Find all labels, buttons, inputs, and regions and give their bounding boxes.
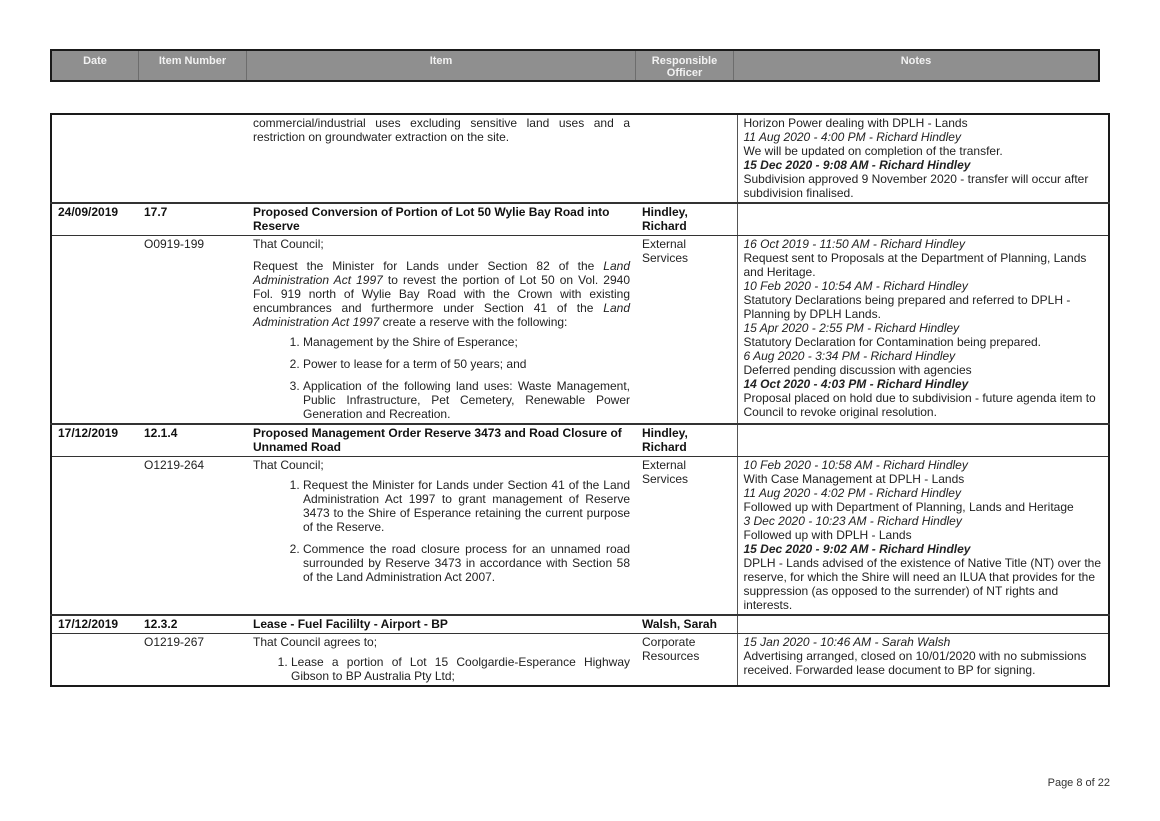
item-body — [247, 236, 636, 425]
list-item: 3. Application of the following land uses: Waste Management, Public Infrastructure, Pet Cemetery, Renewable Power Generation and Recreation. — [303, 379, 630, 421]
header-officer: Responsible Officer — [636, 51, 734, 80]
item-body — [247, 634, 636, 687]
header-item: Item — [247, 51, 636, 80]
item-intro: That Council; — [253, 458, 324, 472]
item-number: 12.1.4 — [138, 424, 247, 457]
item-intro: That Council agrees to; — [253, 635, 378, 649]
note-author: 15 Apr 2020 - 2:55 PM - Richard Hindley — [743, 321, 960, 335]
list-item: 1. Request the Minister for Lands under Section 41 of the Land Administration Act 1997 to grant management of Reserve 3473 to the Shire of Esperance retaining the current purpose of the Reserve. — [303, 478, 630, 534]
table-row — [51, 114, 1109, 203]
note-line: Deferred pending discussion with agencies — [743, 363, 972, 377]
resolution-list — [253, 655, 630, 683]
note-author: 11 Aug 2020 - 4:00 PM - Richard Hindley — [743, 130, 961, 144]
item-dept: Corporate Resources — [642, 635, 700, 663]
notes-cell — [737, 114, 1109, 203]
list-item: 1. Management by the Shire of Esperance; — [303, 335, 630, 349]
item-body — [247, 457, 636, 616]
note-author: 10 Feb 2020 - 10:54 AM - Richard Hindley — [743, 279, 968, 293]
notes-cell — [737, 634, 1109, 687]
item-title: Proposed Management Order Reserve 3473 and Road Closure of Unnamed Road — [247, 424, 636, 457]
item-ref: O1219-264 — [144, 458, 205, 472]
item-number: 12.3.2 — [138, 615, 247, 634]
note-line: Proposal placed on hold due to subdivision - future agenda item to Council to revoke original resolution. — [743, 391, 1096, 419]
item-header-row — [51, 424, 1109, 457]
item-date: 17/12/2019 — [51, 615, 138, 634]
note-author: 14 Oct 2020 - 4:03 PM - Richard Hindley — [743, 377, 969, 391]
note-line: Statutory Declarations being prepared and referred to DPLH - Planning by DPLH Lands. — [743, 293, 1071, 321]
item-ref: O0919-199 — [144, 237, 205, 251]
item-header-row — [51, 203, 1109, 236]
header-item-number: Item Number — [139, 51, 247, 80]
list-item: 1. Lease a portion of Lot 15 Coolgardie-Esperance Highway Gibson to BP Australia Pty Ltd; — [291, 655, 630, 683]
page-number: Page 8 of 22 — [1047, 777, 1110, 789]
note-author: 15 Jan 2020 - 10:46 AM - Sarah Walsh — [743, 635, 951, 649]
item-ref: O1219-267 — [144, 635, 205, 649]
item-number: 17.7 — [138, 203, 247, 236]
item-dept: External Services — [642, 237, 689, 265]
table-row — [51, 236, 1109, 425]
note-author: 10 Feb 2020 - 10:58 AM - Richard Hindley — [743, 458, 968, 472]
item-date: 24/09/2019 — [51, 203, 138, 236]
action-table — [50, 113, 1110, 687]
note-line: Advertising arranged, closed on 10/01/2020 with no submissions received. Forwarded lease document to BP for signing. — [743, 649, 1087, 677]
notes-cell — [737, 236, 1109, 425]
item-text: commercial/industrial uses excluding sensitive land uses and a restriction on groundwater extraction on the site. — [253, 116, 630, 144]
note-line: Subdivision approved 9 November 2020 - transfer will occur after subdivision finalised. — [743, 172, 1089, 200]
item-title: Lease - Fuel Facililty - Airport - BP — [247, 615, 636, 634]
item-officer: Hindley, Richard — [636, 203, 737, 236]
table-row — [51, 457, 1109, 616]
note-line: DPLH - Lands advised of the existence of Native Title (NT) over the reserve, for which the Shire will need an ILUA that provides for the suppression (as opposed to the surrender) of NT rights and interests. — [743, 556, 1101, 612]
item-title: Proposed Conversion of Portion of Lot 50 Wylie Bay Road into Reserve — [247, 203, 636, 236]
note-author: 15 Dec 2020 - 9:08 AM - Richard Hindley — [743, 158, 971, 172]
note-author: 15 Dec 2020 - 9:02 AM - Richard Hindley — [743, 542, 971, 556]
item-paragraph: Request the Minister for Lands under Section 82 of the Land Administration Act 1997 to revest the portion of Lot 50 on Vol. 2940 Fol. 919 north of Wylie Bay Road with the Crown with existing encumbrances and furthermore under Section 41 of the Land Administration Act 1997 create a reserve with the following: — [253, 259, 630, 329]
header-date: Date — [52, 51, 139, 80]
item-intro: That Council; — [253, 237, 324, 251]
note-author: 11 Aug 2020 - 4:02 PM - Richard Hindley — [743, 486, 961, 500]
item-officer: Walsh, Sarah — [636, 615, 737, 634]
note-line: With Case Management at DPLH - Lands — [743, 472, 965, 486]
note-line: Request sent to Proposals at the Department of Planning, Lands and Heritage. — [743, 251, 1087, 279]
item-date: 17/12/2019 — [51, 424, 138, 457]
item-officer: Hindley, Richard — [636, 424, 737, 457]
note-line: Followed up with DPLH - Lands — [743, 528, 912, 542]
table-row — [51, 634, 1109, 687]
note-line: We will be updated on completion of the transfer. — [743, 144, 1003, 158]
notes-cell — [737, 457, 1109, 616]
note-author: 3 Dec 2020 - 10:23 AM - Richard Hindley — [743, 514, 962, 528]
list-item: 2. Power to lease for a term of 50 years; and — [303, 357, 630, 371]
note-line: Horizon Power dealing with DPLH - Lands — [743, 116, 968, 130]
note-line: Statutory Declaration for Contamination being prepared. — [743, 335, 1042, 349]
table-header — [50, 49, 1100, 82]
resolution-list — [253, 478, 630, 584]
item-dept: External Services — [642, 458, 689, 486]
note-author: 6 Aug 2020 - 3:34 PM - Richard Hindley — [743, 349, 956, 363]
item-header-row — [51, 615, 1109, 634]
note-author: 16 Oct 2019 - 11:50 AM - Richard Hindley — [743, 237, 965, 251]
note-line: Followed up with Department of Planning, Lands and Heritage — [743, 500, 1074, 514]
resolution-list — [253, 335, 630, 421]
header-notes: Notes — [900, 55, 932, 67]
list-item: 2. Commence the road closure process for an unnamed road surrounded by Reserve 3473 in accordance with Section 58 of the Land Administration Act 2007. — [303, 542, 630, 584]
